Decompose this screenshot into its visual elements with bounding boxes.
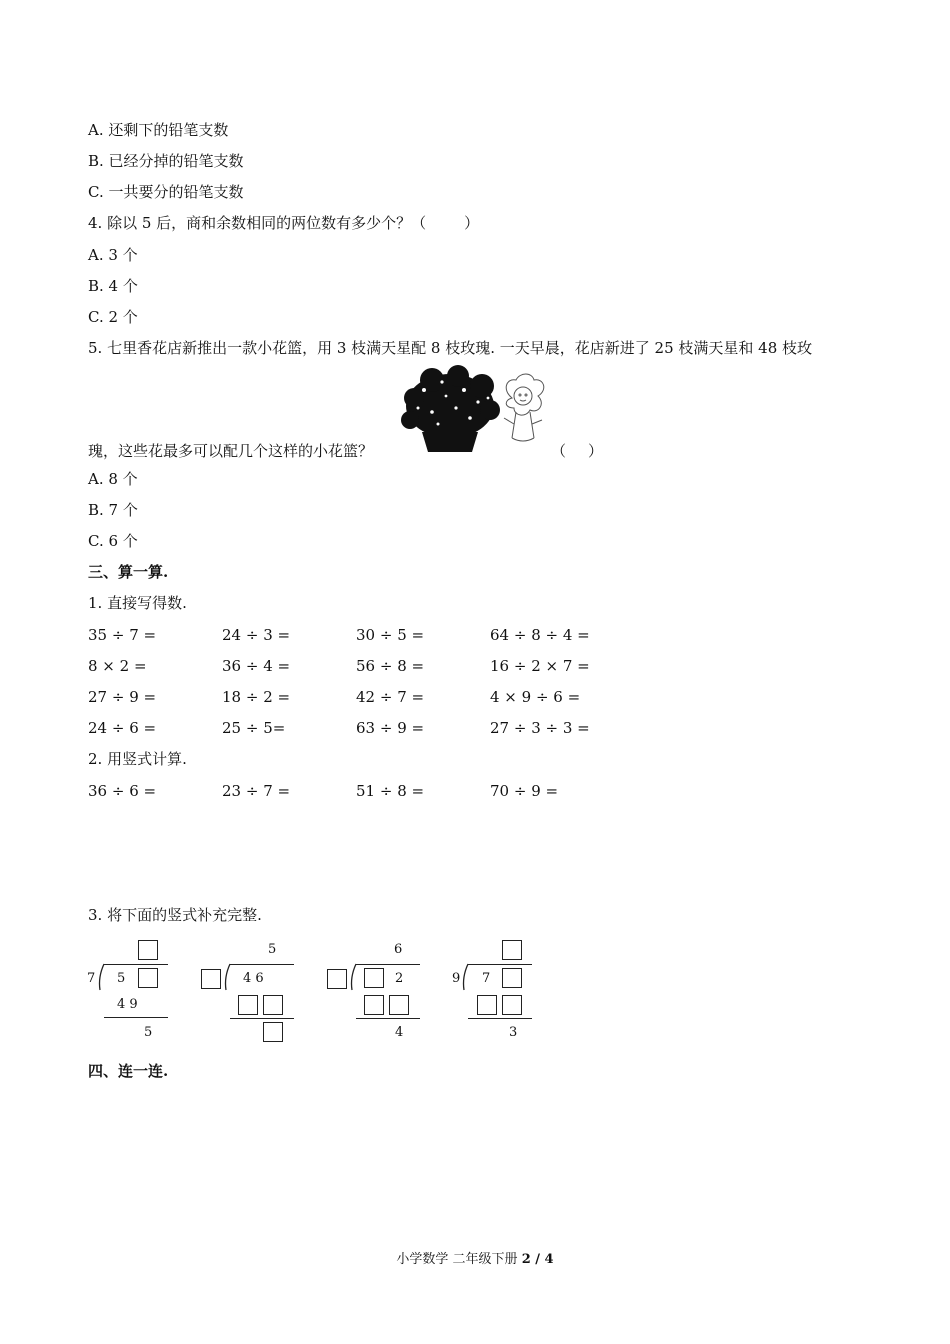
- q5-line1: 5. 七里香花店新推出一款小花篮，用 3 枝满天星配 8 枝玫瑰. 一天早晨，花店新进了 25 枝满天星和 48 枝玫: [88, 339, 813, 357]
- division-bracket: [350, 964, 358, 990]
- calc-item: 63 ÷ 9 =: [356, 719, 425, 737]
- calc-item: 35 ÷ 7 =: [88, 626, 157, 644]
- quotient: 6: [394, 942, 403, 957]
- answer-box[interactable]: [364, 968, 384, 988]
- q4-paren-close: ）: [464, 214, 480, 232]
- division-bracket: [462, 964, 470, 990]
- division-bracket: [98, 964, 106, 990]
- answer-box[interactable]: [201, 969, 221, 989]
- calc-item: 24 ÷ 6 =: [88, 719, 157, 737]
- q5-paren-close: ）: [588, 442, 604, 460]
- calc-item: 51 ÷ 8 =: [356, 782, 425, 800]
- calc-item: 64 ÷ 8 ÷ 4 =: [490, 626, 590, 644]
- calc-item: 36 ÷ 4 =: [222, 657, 291, 675]
- calc-item: 23 ÷ 7 =: [222, 782, 291, 800]
- calc-item: 30 ÷ 5 =: [356, 626, 425, 644]
- q3-option-c: C. 一共要分的铅笔支数: [88, 183, 244, 201]
- calc-item: 16 ÷ 2 × 7 =: [490, 657, 590, 675]
- answer-box[interactable]: [327, 969, 347, 989]
- q3-option-a: A. 还剩下的铅笔支数: [88, 121, 229, 139]
- section-3-title: 三、算一算.: [88, 563, 169, 581]
- calc-item: 4 × 9 ÷ 6 =: [490, 688, 581, 706]
- q5-option-c: C. 6 个: [88, 532, 138, 550]
- product: 4 9: [117, 997, 138, 1012]
- q4-stem: [88, 213, 479, 233]
- remainder: 3: [509, 1025, 518, 1040]
- section-3-sub2: 2. 用竖式计算.: [88, 750, 187, 768]
- answer-box[interactable]: [263, 1022, 283, 1042]
- answer-box[interactable]: [238, 995, 258, 1015]
- q5-line2-text: 瑰，这些花最多可以配几个这样的小花篮？: [88, 442, 374, 460]
- page-footer: [0, 1248, 950, 1267]
- remainder: 5: [144, 1025, 153, 1040]
- q4-stem-text: 4. 除以 5 后，商和余数相同的两位数有多少个？（: [88, 214, 427, 232]
- calc-item: 18 ÷ 2 =: [222, 688, 291, 706]
- answer-box[interactable]: [138, 940, 158, 960]
- q3-option-b: B. 已经分掉的铅笔支数: [88, 152, 244, 170]
- answer-box[interactable]: [389, 995, 409, 1015]
- calc-item: 24 ÷ 3 =: [222, 626, 291, 644]
- flower-basket-image: [402, 368, 552, 456]
- answer-box[interactable]: [502, 995, 522, 1015]
- dividend-digit: 2: [395, 971, 404, 986]
- q4-option-c: C. 2 个: [88, 308, 138, 326]
- answer-box[interactable]: [477, 995, 497, 1015]
- answer-box[interactable]: [138, 968, 158, 988]
- calc-item: 42 ÷ 7 =: [356, 688, 425, 706]
- q5-line2: [88, 441, 373, 461]
- q5-paren-open: （: [551, 442, 567, 460]
- section-3-sub1: 1. 直接写得数.: [88, 594, 187, 612]
- calc-item: 27 ÷ 9 =: [88, 688, 157, 706]
- q5-option-b: B. 7 个: [88, 501, 138, 519]
- calc-item: 8 × 2 =: [88, 657, 147, 675]
- section-4-title: 四、连一连.: [88, 1062, 169, 1080]
- calc-item: 56 ÷ 8 =: [356, 657, 425, 675]
- q5-option-a: A. 8 个: [88, 470, 138, 488]
- division-bracket: [224, 964, 232, 990]
- answer-box[interactable]: [502, 940, 522, 960]
- dividend-digit: 7: [482, 971, 491, 986]
- calc-item: 70 ÷ 9 =: [490, 782, 559, 800]
- calc-item: 36 ÷ 6 =: [88, 782, 157, 800]
- divisor: 9: [452, 971, 461, 986]
- calc-item: 27 ÷ 3 ÷ 3 =: [490, 719, 590, 737]
- divisor: 7: [87, 971, 96, 986]
- answer-box[interactable]: [502, 968, 522, 988]
- dividend-digit: 5: [117, 971, 126, 986]
- calc-item: 25 ÷ 5=: [222, 719, 286, 737]
- quotient: 5: [268, 942, 277, 957]
- footer-text: 小学数学 二年级下册: [396, 1252, 522, 1267]
- q5-answer-parens: [551, 441, 603, 461]
- q4-option-a: A. 3 个: [88, 246, 138, 264]
- dividend: 4 6: [243, 971, 264, 986]
- remainder: 4: [395, 1025, 404, 1040]
- section-3-sub3: 3. 将下面的竖式补充完整.: [88, 906, 262, 924]
- answer-box[interactable]: [263, 995, 283, 1015]
- answer-box[interactable]: [364, 995, 384, 1015]
- q4-option-b: B. 4 个: [88, 277, 138, 295]
- page-number: 2 / 4: [521, 1252, 554, 1267]
